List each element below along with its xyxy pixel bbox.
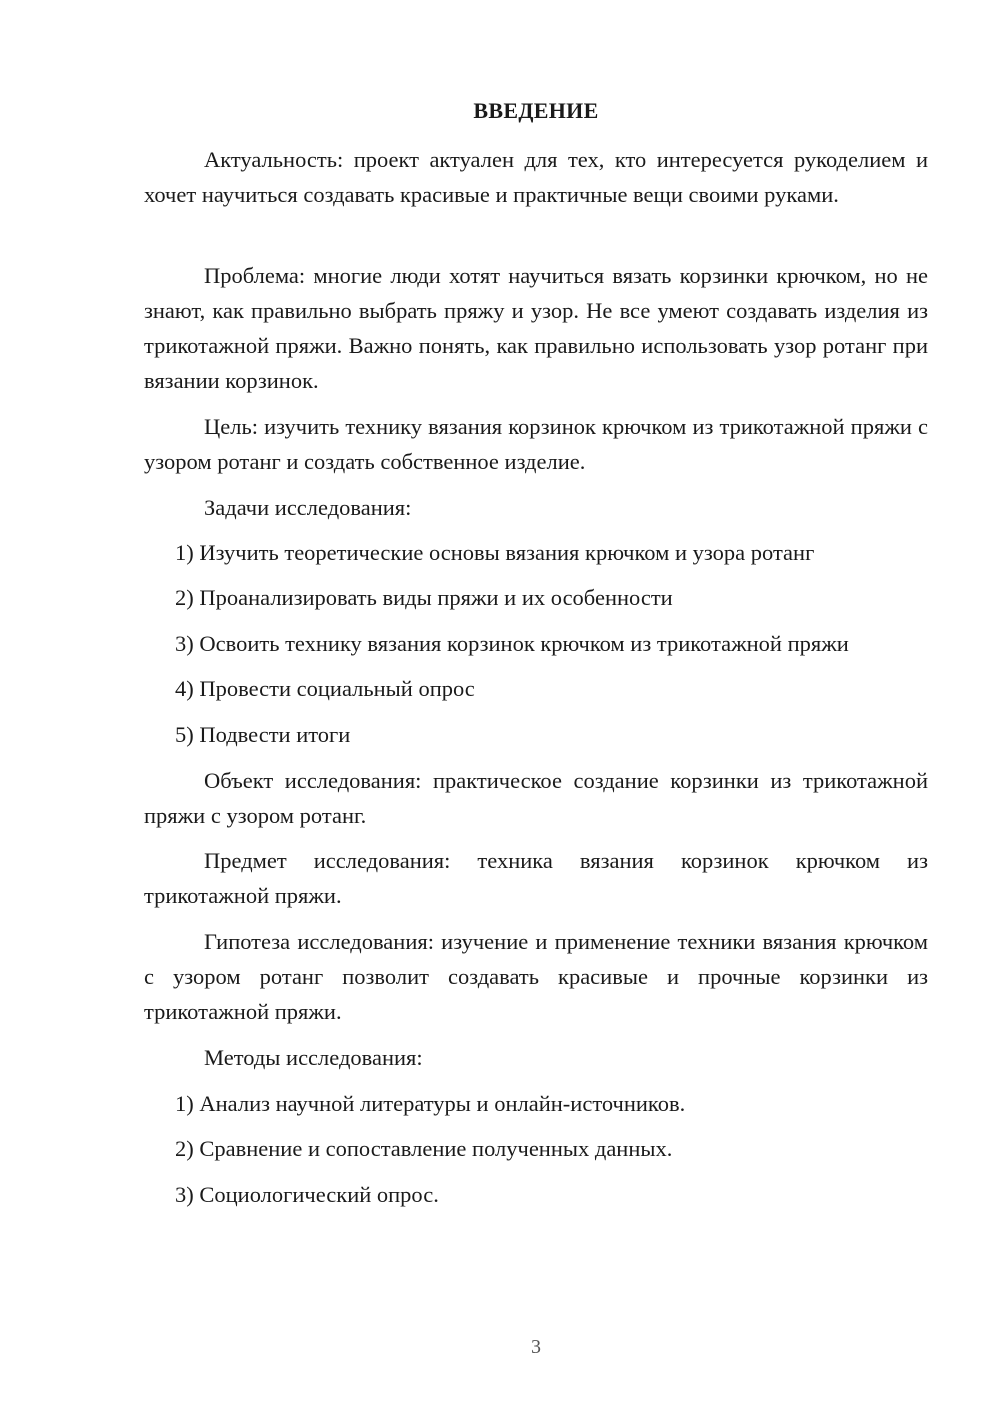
- task-item-5: 5) Подвести итоги: [175, 722, 351, 747]
- hypothesis-paragraph: Гипотеза исследования: изучение и применение техники вязания крючком с узором ротанг позволит создавать красивые и прочные корзинки из трикотажной пряжи.: [144, 929, 928, 1024]
- relevance-paragraph: Актуальность: проект актуален для тех, кто интересуется рукоделием и хочет научиться создавать красивые и практичные вещи своими руками.: [144, 147, 928, 207]
- method-item-1: 1) Анализ научной литературы и онлайн-источников.: [175, 1091, 686, 1116]
- method-item-2: 2) Сравнение и сопоставление полученных данных.: [175, 1136, 673, 1161]
- methods-heading: Методы исследования:: [204, 1045, 423, 1070]
- subject-paragraph: Предмет исследования: техника вязания корзинок крючком из трикотажной пряжи.: [144, 848, 928, 908]
- task-item-3: 3) Освоить технику вязания корзинок крючком из трикотажной пряжи: [175, 631, 849, 656]
- task-item-4: 4) Провести социальный опрос: [175, 676, 475, 701]
- problem-paragraph: Проблема: многие люди хотят научиться вязать корзинки крючком, но не знают, как правильно выбрать пряжу и узор. Не все умеют создавать изделия из трикотажной пряжи. Важно понять, как правильно использовать узор ротанг при вязании корзинок.: [144, 263, 928, 393]
- goal-paragraph: Цель: изучить технику вязания корзинок крючком из трикотажной пряжи с узором ротанг и создать собственное изделие.: [144, 414, 928, 474]
- object-paragraph: Объект исследования: практическое создание корзинки из трикотажной пряжи с узором ротанг.: [144, 768, 928, 828]
- task-item-1: 1) Изучить теоретические основы вязания крючком и узора ротанг: [175, 540, 815, 565]
- method-item-3: 3) Социологический опрос.: [175, 1182, 439, 1207]
- task-item-2: 2) Проанализировать виды пряжи и их особенности: [175, 585, 673, 610]
- tasks-heading: Задачи исследования:: [204, 495, 412, 520]
- page-title: ВВЕДЕНИЕ: [473, 98, 599, 123]
- page-number: 3: [531, 1336, 541, 1358]
